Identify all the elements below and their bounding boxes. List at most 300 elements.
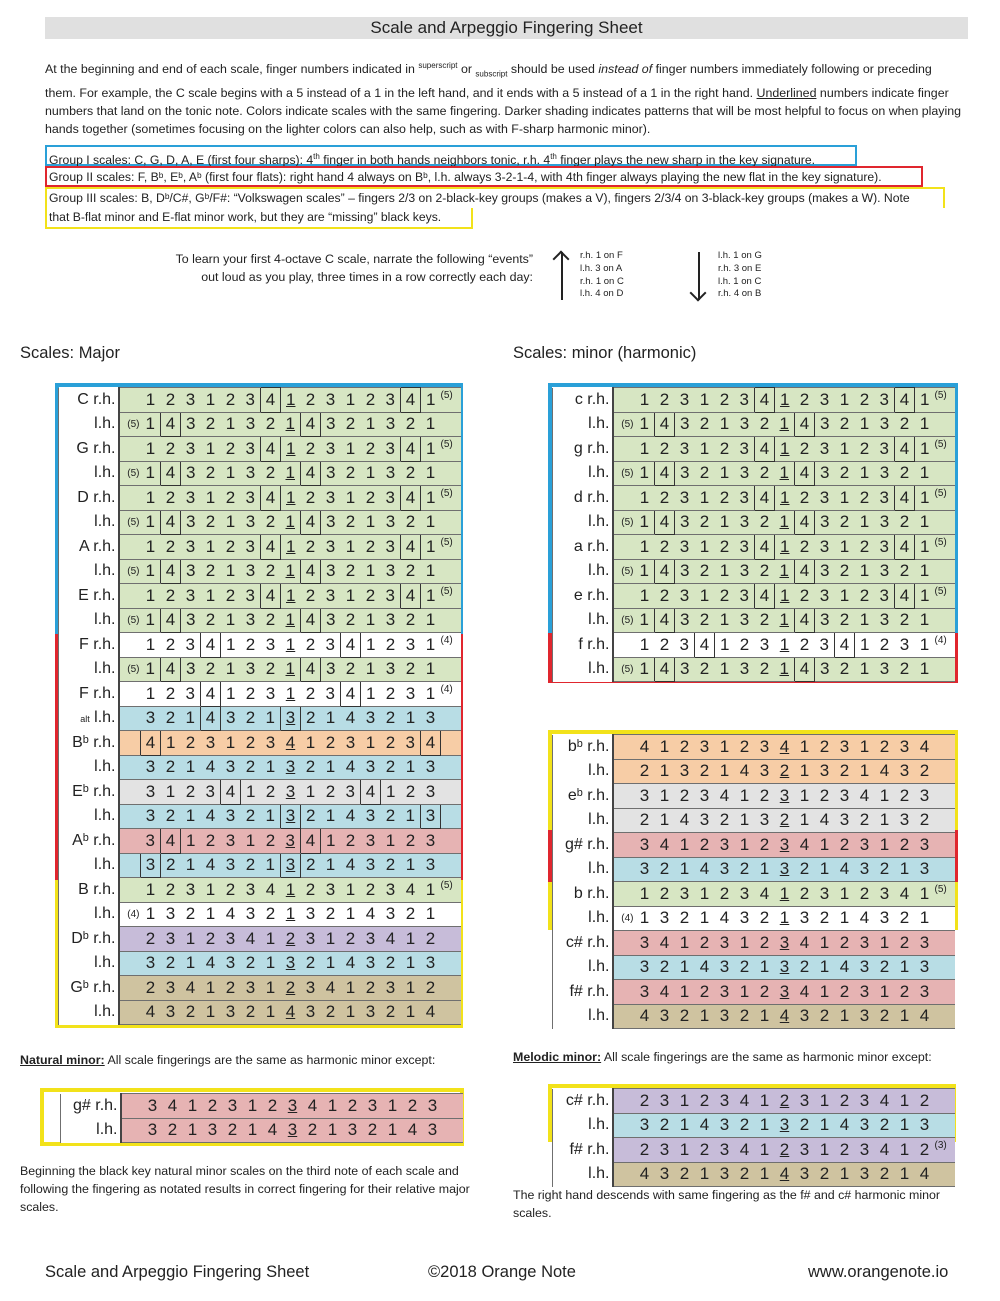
row-label: l.h. <box>553 510 613 535</box>
finger-number: 1 <box>281 412 301 437</box>
finger-number: 4 <box>201 682 221 707</box>
finger-number: 2 <box>855 388 875 413</box>
finger-number: 3 <box>735 510 755 535</box>
finger-number: 2 <box>161 682 181 707</box>
start-finger-marker: (5) <box>119 559 141 584</box>
fingering-row <box>553 1162 955 1187</box>
finger-number: 1 <box>421 412 441 437</box>
start-finger-marker <box>613 882 635 907</box>
finger-number: 1 <box>835 1162 855 1187</box>
finger-number: 1 <box>675 955 695 980</box>
finger-number: 1 <box>281 437 301 462</box>
finger-number: 4 <box>361 902 381 927</box>
finger-number: 1 <box>401 951 421 976</box>
finger-number: 1 <box>281 657 301 682</box>
finger-number: 3 <box>675 388 695 413</box>
footer-copyright: ©2018 Orange Note <box>428 1263 576 1281</box>
finger-number: 2 <box>795 1113 815 1138</box>
group-2-line: Group II scales: F, Bᵇ, Eᵇ, Aᵇ (first four flats): right hand 4 always on Bᵇ, l.h. always 3-2-1-4, with 4th finger always playing the new flat in the key signature). <box>45 166 923 187</box>
finger-number: 1 <box>421 633 441 658</box>
finger-number: 3 <box>221 951 241 976</box>
finger-number: 3 <box>181 633 201 658</box>
finger-number: 1 <box>421 878 441 903</box>
fingering-row <box>59 559 461 584</box>
finger-number: 2 <box>261 461 281 486</box>
finger-number: 1 <box>915 882 935 907</box>
finger-number: 1 <box>281 535 301 560</box>
start-finger-marker <box>119 731 141 756</box>
finger-number: 1 <box>715 412 735 437</box>
end-finger-marker: (3) <box>935 1138 955 1163</box>
finger-number: 2 <box>381 682 401 707</box>
finger-number: 3 <box>381 461 401 486</box>
finger-number: 1 <box>775 412 795 437</box>
finger-number: 3 <box>361 829 381 854</box>
row-label: l.h. <box>553 857 613 882</box>
finger-number: 2 <box>855 882 875 907</box>
finger-number: 3 <box>815 608 835 633</box>
start-finger-marker <box>119 804 141 829</box>
finger-number: 4 <box>301 510 321 535</box>
finger-number: 4 <box>735 1138 755 1163</box>
finger-number: 2 <box>223 1118 243 1143</box>
start-finger-marker: (5) <box>613 608 635 633</box>
finger-number: 1 <box>635 388 655 413</box>
finger-number: 4 <box>795 510 815 535</box>
end-finger-marker <box>441 412 461 437</box>
finger-number: 1 <box>421 535 441 560</box>
finger-number: 1 <box>221 657 241 682</box>
finger-number: 2 <box>321 1000 341 1025</box>
finger-number: 2 <box>675 1162 695 1187</box>
row-label: f r.h. <box>553 633 613 658</box>
finger-number: 4 <box>655 461 675 486</box>
finger-number: 4 <box>261 584 281 609</box>
end-finger-marker <box>935 955 955 980</box>
finger-number: 3 <box>695 808 715 833</box>
finger-number: 1 <box>915 486 935 511</box>
row-label: a r.h. <box>553 535 613 560</box>
finger-number: 3 <box>675 759 695 784</box>
finger-number: 3 <box>775 1113 795 1138</box>
finger-number: 4 <box>795 559 815 584</box>
finger-number: 2 <box>735 1004 755 1029</box>
finger-number: 3 <box>815 759 835 784</box>
finger-number: 2 <box>241 755 261 780</box>
finger-number: 4 <box>301 461 321 486</box>
finger-number: 1 <box>775 633 795 658</box>
finger-number: 1 <box>323 1094 343 1119</box>
finger-number: 1 <box>141 535 161 560</box>
fingering-row <box>553 584 955 609</box>
finger-number: 1 <box>695 388 715 413</box>
finger-number: 1 <box>401 804 421 829</box>
start-finger-marker <box>613 486 635 511</box>
row-label: l.h. <box>553 461 613 486</box>
finger-number: 1 <box>675 857 695 882</box>
finger-number: 2 <box>301 878 321 903</box>
finger-number: 3 <box>815 461 835 486</box>
finger-number: 1 <box>261 706 281 731</box>
finger-number: 3 <box>381 535 401 560</box>
finger-number: 1 <box>141 608 161 633</box>
finger-number: 2 <box>755 510 775 535</box>
finger-number: 1 <box>775 461 795 486</box>
finger-number: 2 <box>221 878 241 903</box>
finger-number: 3 <box>181 461 201 486</box>
finger-number: 1 <box>261 951 281 976</box>
finger-number: 1 <box>795 759 815 784</box>
finger-number: 1 <box>855 412 875 437</box>
finger-number: 2 <box>361 486 381 511</box>
finger-number: 3 <box>361 1000 381 1025</box>
finger-number: 4 <box>163 1094 183 1119</box>
fingering-row <box>553 882 955 907</box>
finger-number: 1 <box>855 657 875 682</box>
row-label: l.h. <box>553 657 613 682</box>
finger-number: 3 <box>321 657 341 682</box>
start-finger-marker <box>613 1138 635 1163</box>
finger-number: 4 <box>775 735 795 760</box>
row-label: l.h. <box>59 902 119 927</box>
finger-number: 1 <box>855 461 875 486</box>
row-label: l.h. <box>553 608 613 633</box>
row-label: c# r.h. <box>553 931 613 956</box>
finger-number: 1 <box>635 584 655 609</box>
finger-number: 3 <box>875 584 895 609</box>
finger-number: 4 <box>301 657 321 682</box>
finger-number: 1 <box>321 804 341 829</box>
finger-number: 3 <box>815 882 835 907</box>
row-label: l.h. <box>553 1004 613 1029</box>
fingering-row <box>59 976 461 1001</box>
intro-text-1: At the beginning and end of each scale, finger numbers indicated in <box>45 62 415 77</box>
finger-number: 3 <box>321 633 341 658</box>
end-finger-marker <box>441 510 461 535</box>
finger-number: 4 <box>261 535 281 560</box>
finger-number: 1 <box>281 878 301 903</box>
finger-number: 2 <box>363 1118 383 1143</box>
finger-number: 4 <box>835 857 855 882</box>
finger-number: 2 <box>261 829 281 854</box>
row-label: l.h. <box>59 853 119 878</box>
finger-number: 3 <box>915 955 935 980</box>
finger-number: 3 <box>381 878 401 903</box>
finger-number: 3 <box>221 853 241 878</box>
finger-number: 1 <box>735 784 755 809</box>
finger-number: 2 <box>895 657 915 682</box>
finger-number: 3 <box>635 857 655 882</box>
fingering-row <box>59 829 461 854</box>
finger-number: 2 <box>241 633 261 658</box>
finger-number: 1 <box>183 1094 203 1119</box>
row-label: g r.h. <box>553 437 613 462</box>
finger-number: 1 <box>755 857 775 882</box>
finger-number: 2 <box>735 955 755 980</box>
start-finger-marker <box>119 927 141 952</box>
finger-number: 2 <box>695 412 715 437</box>
end-finger-marker <box>443 1094 463 1119</box>
finger-number: 3 <box>755 633 775 658</box>
finger-number: 3 <box>143 1094 163 1119</box>
finger-number: 1 <box>221 461 241 486</box>
row-label: bᵇ r.h. <box>553 735 613 760</box>
finger-number: 3 <box>875 608 895 633</box>
finger-number: 4 <box>795 412 815 437</box>
fingering-row <box>553 461 955 486</box>
finger-number: 1 <box>141 559 161 584</box>
row-label: l.h. <box>553 1113 613 1138</box>
finger-number: 1 <box>281 486 301 511</box>
finger-number: 4 <box>755 388 775 413</box>
finger-number: 4 <box>201 706 221 731</box>
end-finger-marker <box>935 657 955 682</box>
finger-number: 1 <box>915 906 935 931</box>
end-finger-marker <box>441 608 461 633</box>
finger-number: 3 <box>675 559 695 584</box>
end-finger-marker: (5) <box>935 882 955 907</box>
finger-number: 2 <box>161 437 181 462</box>
finger-number: 3 <box>915 1113 935 1138</box>
row-label: c# r.h. <box>553 1089 613 1114</box>
finger-number: 3 <box>815 388 835 413</box>
finger-number: 4 <box>635 1004 655 1029</box>
finger-number: 1 <box>161 780 181 805</box>
finger-number: 4 <box>655 980 675 1005</box>
end-finger-marker <box>935 461 955 486</box>
finger-number: 1 <box>401 1000 421 1025</box>
finger-number: 1 <box>715 657 735 682</box>
finger-number: 3 <box>321 608 341 633</box>
finger-number: 2 <box>381 731 401 756</box>
end-finger-marker <box>935 759 955 784</box>
finger-number: 4 <box>341 682 361 707</box>
finger-number: 1 <box>421 584 441 609</box>
row-label: l.h. <box>59 804 119 829</box>
finger-number: 3 <box>815 633 835 658</box>
finger-number: 1 <box>815 1138 835 1163</box>
finger-number: 2 <box>401 829 421 854</box>
fingering-row <box>553 808 955 833</box>
finger-number: 3 <box>875 657 895 682</box>
finger-number: 1 <box>695 535 715 560</box>
finger-number: 3 <box>181 682 201 707</box>
finger-number: 3 <box>915 980 935 1005</box>
finger-number: 3 <box>715 833 735 858</box>
finger-number: 2 <box>795 633 815 658</box>
finger-number: 1 <box>201 902 221 927</box>
finger-number: 1 <box>635 559 655 584</box>
finger-number: 3 <box>221 829 241 854</box>
finger-number: 3 <box>915 857 935 882</box>
end-finger-marker: (5) <box>935 584 955 609</box>
finger-number: 3 <box>181 437 201 462</box>
finger-number: 3 <box>735 412 755 437</box>
finger-number: 3 <box>875 882 895 907</box>
finger-number: 2 <box>401 902 421 927</box>
row-label: l.h. <box>59 608 119 633</box>
finger-number: 3 <box>421 755 441 780</box>
fingering-row <box>553 486 955 511</box>
row-label: l.h. <box>61 1118 121 1143</box>
finger-number: 1 <box>635 437 655 462</box>
finger-number: 4 <box>161 412 181 437</box>
finger-number: 3 <box>241 584 261 609</box>
finger-number: 3 <box>341 731 361 756</box>
finger-number: 3 <box>181 486 201 511</box>
finger-number: 4 <box>261 486 281 511</box>
finger-number: 2 <box>775 1138 795 1163</box>
finger-number: 1 <box>915 633 935 658</box>
finger-number: 4 <box>241 927 261 952</box>
finger-number: 3 <box>855 1089 875 1114</box>
finger-number: 1 <box>243 1094 263 1119</box>
finger-number: 2 <box>361 437 381 462</box>
start-finger-marker <box>119 633 141 658</box>
finger-number: 2 <box>755 833 775 858</box>
finger-number: 1 <box>281 510 301 535</box>
finger-number: 4 <box>341 853 361 878</box>
finger-number: 1 <box>695 1004 715 1029</box>
end-finger-marker <box>935 1089 955 1114</box>
start-finger-marker <box>613 388 635 413</box>
finger-number: 2 <box>341 927 361 952</box>
finger-number: 1 <box>775 486 795 511</box>
finger-number: 2 <box>161 951 181 976</box>
finger-number: 1 <box>695 486 715 511</box>
finger-number: 4 <box>161 510 181 535</box>
finger-number: 1 <box>775 882 795 907</box>
finger-number: 3 <box>895 633 915 658</box>
end-finger-marker <box>441 731 461 756</box>
finger-number: 4 <box>341 755 361 780</box>
finger-number: 1 <box>695 1162 715 1187</box>
row-label: g# r.h. <box>553 833 613 858</box>
finger-number: 1 <box>855 559 875 584</box>
finger-number: 2 <box>795 437 815 462</box>
finger-number: 1 <box>321 755 341 780</box>
finger-number: 2 <box>381 951 401 976</box>
finger-number: 3 <box>855 980 875 1005</box>
fingering-row <box>59 608 461 633</box>
finger-number: 1 <box>675 980 695 1005</box>
finger-number: 2 <box>675 906 695 931</box>
finger-number: 3 <box>715 931 735 956</box>
melodic-minor-table <box>552 1088 955 1187</box>
finger-number: 3 <box>381 976 401 1001</box>
finger-number: 1 <box>141 584 161 609</box>
finger-number: 2 <box>241 682 261 707</box>
finger-number: 3 <box>795 1138 815 1163</box>
row-label: B r.h. <box>59 878 119 903</box>
finger-number: 2 <box>675 1004 695 1029</box>
finger-number: 4 <box>835 955 855 980</box>
finger-number: 3 <box>181 608 201 633</box>
finger-number: 1 <box>815 931 835 956</box>
finger-number: 4 <box>401 388 421 413</box>
finger-number: 1 <box>635 633 655 658</box>
finger-number: 1 <box>635 535 655 560</box>
start-finger-marker <box>613 784 635 809</box>
finger-number: 4 <box>161 657 181 682</box>
finger-number: 2 <box>201 829 221 854</box>
finger-number: 3 <box>241 510 261 535</box>
finger-number: 3 <box>421 706 441 731</box>
fingering-row <box>59 951 461 976</box>
finger-number: 2 <box>161 584 181 609</box>
finger-number: 4 <box>835 1113 855 1138</box>
end-finger-marker <box>441 902 461 927</box>
finger-number: 1 <box>361 608 381 633</box>
row-label: l.h. <box>59 1000 119 1025</box>
finger-number: 2 <box>261 510 281 535</box>
finger-number: 4 <box>695 857 715 882</box>
finger-number: 1 <box>221 633 241 658</box>
finger-number: 3 <box>855 833 875 858</box>
finger-number: 2 <box>755 657 775 682</box>
finger-number: 1 <box>715 608 735 633</box>
finger-number: 2 <box>695 833 715 858</box>
intro-underlined-word: Underlined <box>756 85 817 100</box>
finger-number: 3 <box>421 951 441 976</box>
finger-number: 3 <box>381 902 401 927</box>
finger-number: 1 <box>161 731 181 756</box>
finger-number: 3 <box>321 388 341 413</box>
end-finger-marker <box>441 976 461 1001</box>
finger-number: 2 <box>815 1162 835 1187</box>
intro-subscript-word: subscript <box>475 69 508 79</box>
row-label: l.h. <box>553 906 613 931</box>
start-finger-marker <box>613 833 635 858</box>
finger-number: 1 <box>855 510 875 535</box>
finger-number: 3 <box>141 755 161 780</box>
finger-number: 2 <box>301 633 321 658</box>
finger-number: 1 <box>281 633 301 658</box>
finger-number: 1 <box>281 584 301 609</box>
start-finger-marker <box>119 951 141 976</box>
finger-number: 4 <box>735 1089 755 1114</box>
finger-number: 2 <box>361 584 381 609</box>
finger-number: 1 <box>281 682 301 707</box>
finger-number: 1 <box>635 657 655 682</box>
finger-number: 3 <box>241 657 261 682</box>
finger-number: 4 <box>795 461 815 486</box>
end-finger-marker: (5) <box>441 388 461 413</box>
finger-number: 2 <box>775 808 795 833</box>
learn-instructions: To learn your first 4-octave C scale, narrate the following “events” out loud as you play, three times in a row correctly each day: <box>175 252 533 284</box>
finger-number: 3 <box>795 1004 815 1029</box>
finger-number: 4 <box>795 608 815 633</box>
start-finger-marker <box>613 931 635 956</box>
finger-number: 1 <box>775 657 795 682</box>
finger-number: 3 <box>321 878 341 903</box>
finger-number: 2 <box>755 412 775 437</box>
finger-number: 2 <box>241 1000 261 1025</box>
finger-number: 4 <box>421 1000 441 1025</box>
finger-number: 1 <box>361 461 381 486</box>
fingering-row <box>59 755 461 780</box>
finger-number: 1 <box>835 437 855 462</box>
finger-number: 1 <box>795 735 815 760</box>
finger-number: 2 <box>715 437 735 462</box>
finger-number: 4 <box>895 882 915 907</box>
finger-number: 1 <box>775 535 795 560</box>
finger-number: 3 <box>755 759 775 784</box>
finger-number: 4 <box>895 388 915 413</box>
finger-number: 3 <box>361 853 381 878</box>
finger-number: 1 <box>421 388 441 413</box>
row-label: f# r.h. <box>553 1138 613 1163</box>
